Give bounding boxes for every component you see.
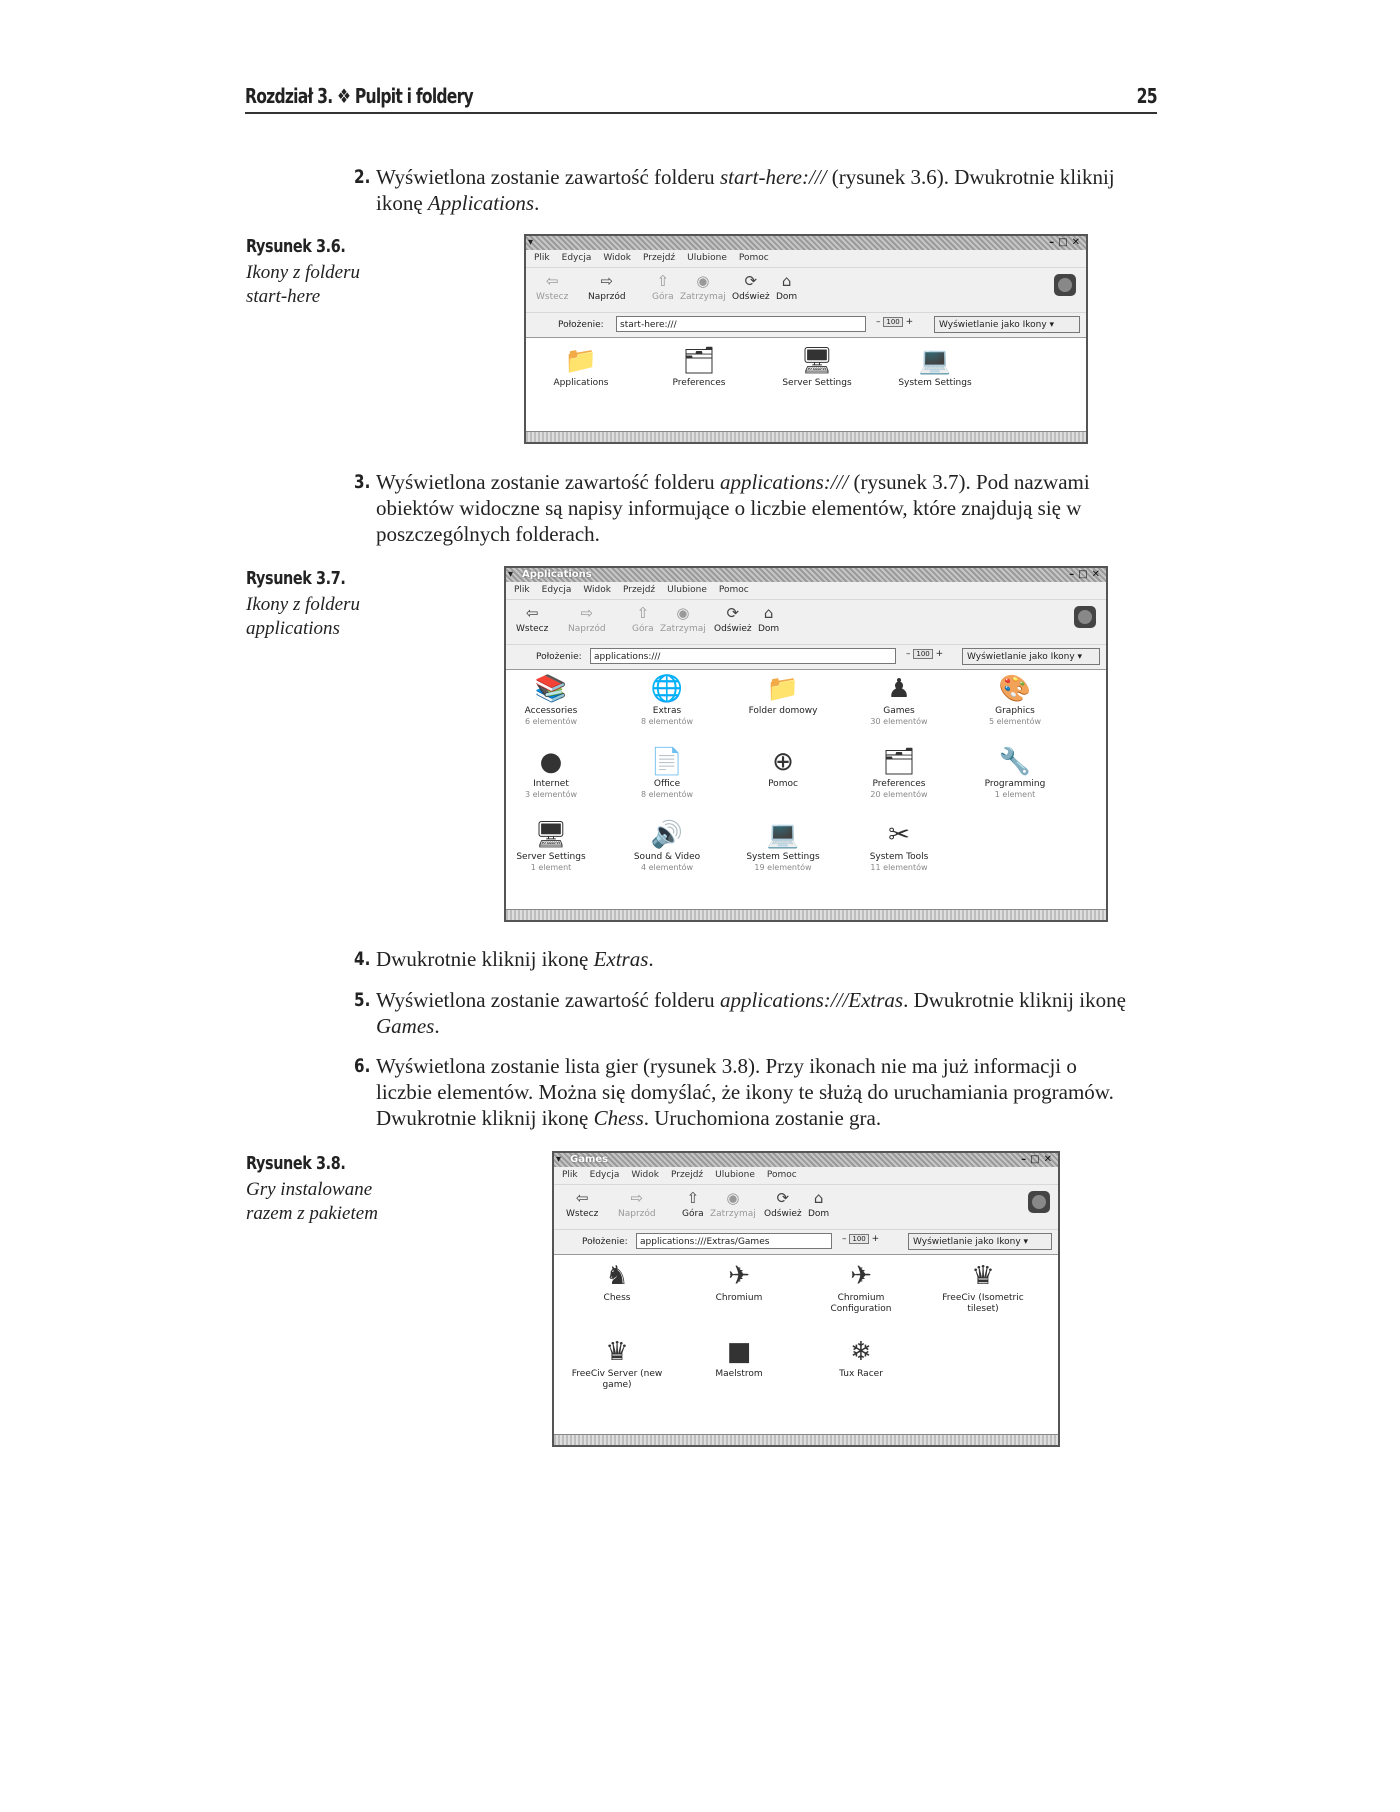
window-controls[interactable]: –□✕ [1021, 1154, 1056, 1165]
icon-chromium-configuration[interactable]: ✈ Chromium Configuration [830, 1261, 892, 1314]
menu-item-edit[interactable]: Edycja [561, 253, 592, 263]
activity-spinner-icon [1054, 274, 1076, 296]
caption-description: Ikony z folderu start-here [246, 262, 360, 307]
file-manager-window-applications [504, 566, 1108, 922]
window-menu-icon[interactable]: ▾ [508, 569, 514, 580]
forward-button[interactable]: ⇨ Naprzód [618, 1189, 656, 1219]
menu-item-bookmarks[interactable]: Ulubione [715, 1170, 755, 1180]
window-titlebar [526, 236, 1086, 250]
icon-preferences[interactable]: 🗂 Preferences [672, 346, 726, 388]
icon-office[interactable]: 📄 Office 8 elementów [640, 747, 694, 799]
activity-spinner-icon [1028, 1191, 1050, 1213]
location-label: Położenie: [582, 1237, 628, 1247]
step-text: . [648, 947, 654, 971]
up-button[interactable]: ⇧ Góra [652, 272, 674, 302]
reload-icon: ⟳ [726, 604, 740, 622]
step-4 [354, 946, 1134, 972]
toolbar [506, 599, 1106, 644]
figure-caption-3-7 [246, 568, 416, 641]
icon-accessories[interactable]: 📚 Accessories 6 elementów [524, 674, 578, 726]
step-number: 6. [354, 1055, 371, 1077]
icon-sound-video[interactable]: 🔊 Sound & Video 4 elementów [633, 820, 701, 872]
icon-extras[interactable]: 🌐 Extras 8 elementów [640, 674, 694, 726]
reload-button[interactable]: ⟳ Odśwież [764, 1189, 802, 1219]
icon-maelstrom[interactable]: ■ Maelstrom [715, 1337, 763, 1379]
view-as-select[interactable]: Wyświetlanie jako Ikony ▾ [908, 1233, 1052, 1250]
icon-freeciv-server[interactable]: ♛ FreeCiv Server (new game) [571, 1337, 663, 1390]
menu-item-file[interactable]: Plik [514, 585, 530, 595]
step-6 [354, 1053, 1134, 1131]
icon-internet[interactable]: ● Internet 3 elementów [524, 747, 578, 799]
step-text: (rysunek 3.7). Pod nazwami obiektów widoczne są napisy informujące o liczbie elementów, które znajdują się w poszczególnych folderach. [376, 470, 1090, 546]
reload-button[interactable]: ⟳ Odśwież [732, 272, 770, 302]
icon-view [526, 337, 1086, 432]
menu-item-file[interactable]: Plik [534, 253, 550, 263]
icon-server-settings[interactable]: 🖥 Server Settings [782, 346, 852, 388]
step-text: Wyświetlona zostanie zawartość folderu [376, 470, 720, 494]
menu-item-help[interactable]: Pomoc [718, 585, 749, 595]
window-titlebar [506, 568, 1106, 582]
menu-item-bookmarks[interactable]: Ulubione [687, 253, 727, 263]
menu-item-go[interactable]: Przejdź [622, 585, 656, 595]
window-menu-icon[interactable]: ▾ [528, 237, 534, 248]
menu-bar [506, 582, 1106, 599]
step-emphasis: Extras [593, 947, 649, 971]
stop-button[interactable]: ◉ Zatrzymaj [660, 604, 706, 634]
step-text: . Uruchomiona zostanie gra. [643, 1106, 882, 1130]
reload-icon: ⟳ [744, 272, 758, 290]
zoom-control[interactable]: – 100 + [842, 1234, 880, 1244]
status-bar [506, 909, 1106, 920]
menu-item-bookmarks[interactable]: Ulubione [667, 585, 707, 595]
location-input[interactable]: applications:/// [590, 648, 896, 664]
icon-tux-racer[interactable]: ❄ Tux Racer [839, 1337, 883, 1379]
step-emphasis: applications:/// [719, 470, 849, 494]
arrow-up-icon: ⇧ [686, 1189, 700, 1207]
menu-item-edit[interactable]: Edycja [541, 585, 572, 595]
icon-server-settings[interactable]: 🖥 Server Settings 1 element [516, 820, 586, 872]
step-text: . [434, 1014, 440, 1038]
location-input[interactable]: applications:///Extras/Games [636, 1233, 832, 1249]
figure-caption-3-8 [246, 1153, 416, 1226]
step-5 [354, 987, 1134, 1039]
step-3 [354, 469, 1134, 547]
icon-system-settings[interactable]: 💻 System Settings [898, 346, 972, 388]
location-label: Położenie: [536, 652, 582, 662]
forward-button[interactable]: ⇨ Naprzód [588, 272, 626, 302]
icon-chess[interactable]: ♞ Chess [603, 1261, 631, 1303]
toolbar [554, 1184, 1058, 1229]
up-button[interactable]: ⇧ Góra [682, 1189, 704, 1219]
toolbar [526, 267, 1086, 312]
caption-description: Gry instalowane razem z pakietem [246, 1179, 378, 1224]
window-title: Games [570, 1154, 609, 1165]
step-text: Wyświetlona zostanie lista gier (rysunek 3.8). Przy ikonach nie ma już informacji o liczbie elementów. Można się domyślać, że ikony te służą do uruchamiania programów. Dwukrotnie kliknij ikonę [376, 1054, 1114, 1130]
arrow-left-icon: ⇦ [545, 272, 559, 290]
caption-title: Rysunek 3.8. [246, 1153, 346, 1174]
step-emphasis: start-here:/// [719, 165, 827, 189]
menu-item-view[interactable]: Widok [603, 253, 631, 263]
menu-item-view[interactable]: Widok [583, 585, 611, 595]
stop-button[interactable]: ◉ Zatrzymaj [710, 1189, 756, 1219]
caption-title: Rysunek 3.6. [246, 236, 346, 257]
location-bar [526, 312, 1086, 337]
menu-item-go[interactable]: Przejdź [670, 1170, 704, 1180]
window-title: Applications [522, 569, 592, 580]
step-emphasis: applications:///Extras [719, 988, 904, 1012]
stop-icon: ◉ [696, 272, 710, 290]
reload-button[interactable]: ⟳ Odśwież [714, 604, 752, 634]
step-number: 3. [354, 471, 371, 493]
arrow-up-icon: ⇧ [636, 604, 650, 622]
location-bar [506, 644, 1106, 669]
chapter-title: Rozdział 3. ❖ Pulpit i foldery [245, 84, 473, 108]
menu-item-view[interactable]: Widok [631, 1170, 659, 1180]
caption-description: Ikony z folderu applications [246, 594, 360, 639]
arrow-left-icon: ⇦ [575, 1189, 589, 1207]
step-text: Wyświetlona zostanie zawartość folderu [376, 988, 720, 1012]
home-button[interactable]: ⌂ Dom [776, 272, 798, 302]
up-button[interactable]: ⇧ Góra [632, 604, 654, 634]
icon-applications[interactable]: 📁 Applications [553, 346, 609, 388]
step-text: Dwukrotnie kliknij ikonę [376, 947, 594, 971]
home-button[interactable]: ⌂ Dom [758, 604, 780, 634]
home-icon: ⌂ [781, 272, 792, 290]
figure-caption-3-6 [246, 236, 416, 309]
zoom-control[interactable]: – 100 + [906, 649, 944, 659]
icon-system-settings[interactable]: 💻 System Settings 19 elementów [746, 820, 820, 872]
step-text: Wyświetlona zostanie zawartość folderu [376, 165, 720, 189]
step-text: (rysunek 3.6). Dwukrotnie kliknij ikonę [376, 165, 1115, 215]
file-manager-window-start-here [524, 234, 1088, 444]
file-manager-window-games [552, 1151, 1060, 1447]
menu-item-edit[interactable]: Edycja [589, 1170, 620, 1180]
step-text: . [534, 191, 540, 215]
menu-item-help[interactable]: Pomoc [766, 1170, 797, 1180]
icon-help[interactable]: ⊕ Pomoc [768, 747, 798, 789]
status-bar [554, 1434, 1058, 1445]
icon-view [506, 669, 1106, 910]
status-bar [526, 431, 1086, 442]
icon-graphics[interactable]: 🎨 Graphics 5 elementów [988, 674, 1042, 726]
window-menu-icon[interactable]: ▾ [556, 1154, 562, 1165]
stop-button[interactable]: ◉ Zatrzymaj [680, 272, 726, 302]
window-controls[interactable]: –□✕ [1049, 237, 1084, 248]
menu-item-file[interactable]: Plik [562, 1170, 578, 1180]
home-icon: ⌂ [763, 604, 774, 622]
arrow-left-icon: ⇦ [525, 604, 539, 622]
window-controls[interactable]: –□✕ [1069, 569, 1104, 580]
icon-games[interactable]: ♟ Games 30 elementów [870, 674, 928, 726]
location-bar [554, 1229, 1058, 1254]
menu-bar [554, 1167, 1058, 1184]
icon-home-folder[interactable]: 📁 Folder domowy [748, 674, 818, 716]
menu-bar [526, 250, 1086, 267]
view-as-select[interactable]: Wyświetlanie jako Ikony ▾ [962, 648, 1100, 665]
home-button[interactable]: ⌂ Dom [808, 1189, 830, 1219]
icon-system-tools[interactable]: ✂ System Tools 11 elementów [869, 820, 929, 872]
reload-icon: ⟳ [776, 1189, 790, 1207]
icon-chromium[interactable]: ✈ Chromium [715, 1261, 763, 1303]
page-number: 25 [1136, 84, 1157, 108]
step-emphasis: Applications [427, 191, 535, 215]
icon-freeciv[interactable]: ♛ FreeCiv (Isometric tileset) [942, 1261, 1024, 1314]
menu-item-help[interactable]: Pomoc [738, 253, 769, 263]
stop-icon: ◉ [726, 1189, 740, 1207]
menu-item-go[interactable]: Przejdź [642, 253, 676, 263]
step-text: . Dwukrotnie kliknij ikonę [903, 988, 1126, 1012]
caption-title: Rysunek 3.7. [246, 568, 346, 589]
location-input[interactable]: start-here:/// [616, 316, 866, 332]
home-icon: ⌂ [813, 1189, 824, 1207]
icon-programming[interactable]: 🔧 Programming 1 element [984, 747, 1046, 799]
view-as-select[interactable]: Wyświetlanie jako Ikony ▾ [934, 316, 1080, 333]
forward-button[interactable]: ⇨ Naprzód [568, 604, 606, 634]
step-emphasis: Games [376, 1014, 435, 1038]
location-label: Położenie: [558, 320, 604, 330]
arrow-right-icon: ⇨ [630, 1189, 644, 1207]
back-button[interactable]: ⇦ Wstecz [516, 604, 549, 634]
back-button[interactable]: ⇦ Wstecz [566, 1189, 599, 1219]
arrow-up-icon: ⇧ [656, 272, 670, 290]
arrow-right-icon: ⇨ [600, 272, 614, 290]
arrow-right-icon: ⇨ [580, 604, 594, 622]
zoom-control[interactable]: – 100 + [876, 317, 914, 327]
step-2 [354, 164, 1134, 216]
step-number: 4. [354, 948, 371, 970]
step-number: 5. [354, 989, 371, 1011]
stop-icon: ◉ [676, 604, 690, 622]
step-emphasis: Chess [593, 1106, 644, 1130]
activity-spinner-icon [1074, 606, 1096, 628]
icon-view [554, 1254, 1058, 1435]
running-header [245, 84, 1157, 114]
step-number: 2. [354, 166, 371, 188]
window-titlebar [554, 1153, 1058, 1167]
icon-preferences[interactable]: 🗂 Preferences 20 elementów [870, 747, 928, 799]
back-button[interactable]: ⇦ Wstecz [536, 272, 569, 302]
